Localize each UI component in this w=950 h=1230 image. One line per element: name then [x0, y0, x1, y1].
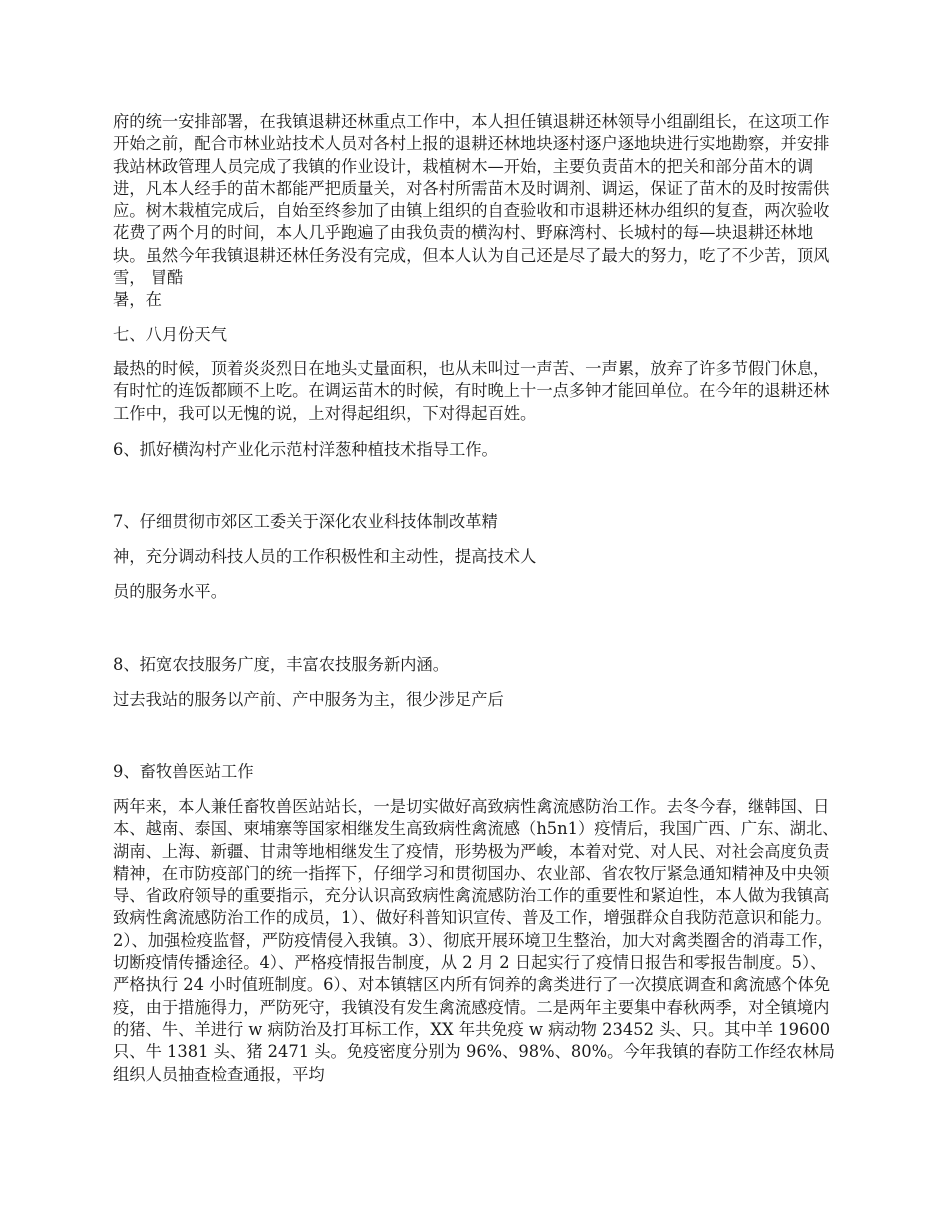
item-7-line-2: 神，充分调动科技人员的工作积极性和主动性，提高技术人 — [113, 547, 537, 566]
paragraph-hot-weather: 最热的时候，顶着炎炎烈日在地头丈量面积，也从未叫过一声苦、一声累，放弃了许多节假门休息，有时忙的连饭都顾不上吃。在调运苗木的时候，有时晚上十一点多钟才能回单位。在今年的退耕还林工作中，我可以无愧的说，上对得起组织，下对得起百姓。 — [113, 359, 830, 423]
item-9-heading: 9、畜牧兽医站工作 — [113, 762, 254, 781]
item-7-line-3: 员的服务水平。 — [113, 582, 227, 601]
item-8-heading: 8、拓宽农技服务广度，丰富农技服务新内涵。 — [113, 655, 449, 674]
item-7-line-1: 7、仔细贯彻市郊区工委关于深化农业科技体制改革精 — [113, 512, 498, 531]
item-6: 6、抓好横沟村产业化示范村洋葱种植技术指导工作。 — [113, 440, 498, 459]
paragraph-livestock: 两年来，本人兼任畜牧兽医站站长，一是切实做好高致病性禽流感防治工作。去冬今春，继韩国、日本、越南、泰国、柬埔寨等国家相继发生高致病性禽流感（h5n1）疫情后，我国广西、广东、湖北、湖南、上海、新疆、甘肃等地相继发生了疫情，形势极为严峻，本着对党、对人民、对社会高度负责精神，在市防疫部门的统一指挥下，仔细学习和贯彻国办、农业部、省农牧厅紧急通知精神及中央领导、省政府领导的重要指示，充分认识高致病性禽流感防治工作的重要性和紧迫性，本人做为我镇高致病性禽流感防治工作的成员，1）、做好科普知识宣传、普及工作，增强群众自我防范意识和能力。2）、加强检疫监督，严防疫情侵入我镇。3）、彻底开展环境卫生整治，加大对禽类圈舍的消毒工作，切断疫情传播途径。4）、严格疫情报告制度，从 2 月 2 日起实行了疫情日报告和零报告制度。5）、严格执行 24 小时值班制度。6）、对本镇辖区内所有饲养的禽类进行了一次摸底调查和禽流感个体免疫，由于措施得力，严防死守，我镇没有发生禽流感疫情。二是两年主要集中春秋两季，对全镇境内的猪、牛、羊进行 w 病防治及打耳标工作，XX 年共免疫 w 病动物 23452 头、只。其中羊 19600 只、牛 1381 头、猪 2471 头。免疫密度分别为 96%、98%、80%。今年我镇的春防工作经农林局组织人员抽查检查通报，平均 — [113, 797, 839, 1084]
heading-weather: 七、八月份天气 — [113, 325, 227, 344]
paragraph-reforestation: 府的统一安排部署，在我镇退耕还林重点工作中，本人担任镇退耕还林领导小组副组长，在这项工作开始之前，配合市林业站技术人员对各村上报的退耕还林地块逐村逐户逐地块进行实地勘察，并安排我站林政管理人员完成了我镇的作业设计，栽植树木—开始，主要负责苗木的把关和部分苗木的调进，凡本人经手的苗木都能严把质量关，对各村所需苗木及时调剂、调运，保证了苗木的及时按需供应。树木栽植完成后，自始至终参加了由镇上组织的自查验收和市退耕还林办组织的复查，两次验收花费了两个月的时间，本人几乎跑遍了由我负责的横沟村、野麻湾村、长城村的每—块退耕还林地块。虽然今年我镇退耕还林任务没有完成，但本人认为自己还是尽了最大的努力，吃了不少苦，顶风雪， 冒酷 暑，在 — [113, 112, 830, 310]
item-8-body: 过去我站的服务以产前、产中服务为主，很少涉足产后 — [113, 690, 504, 709]
